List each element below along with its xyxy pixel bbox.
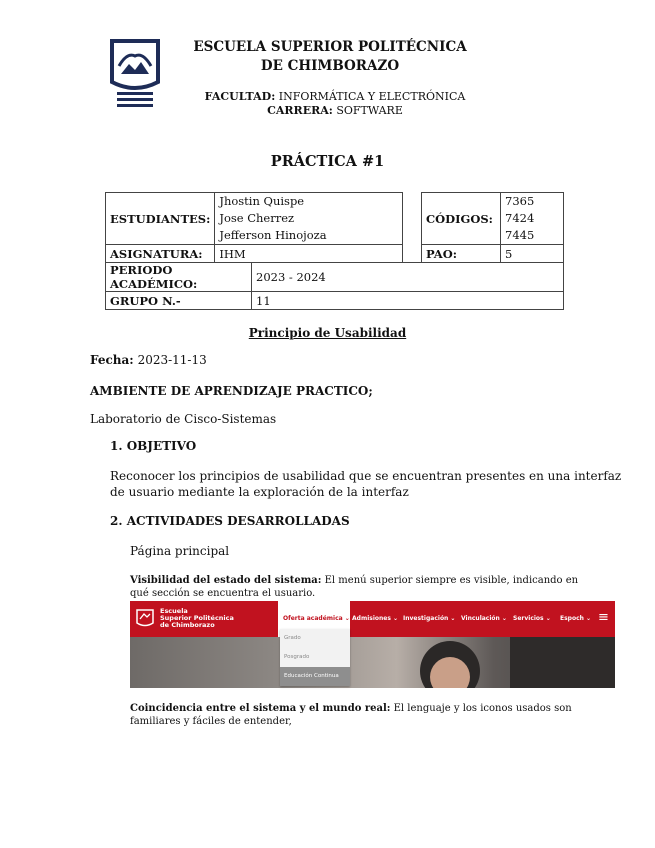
students-table [105, 192, 403, 263]
main-page-label: Página principal [130, 544, 230, 558]
coincidence-paragraph [130, 702, 572, 728]
nav-item-espoch[interactable]: Espoch ⌄ [560, 615, 592, 622]
visibility-paragraph [130, 574, 578, 600]
pao-value: 5 [501, 245, 564, 263]
environment-heading: AMBIENTE DE APRENDIZAJE PRACTICO; [90, 384, 373, 398]
career-value: SOFTWARE [336, 104, 403, 117]
visibility-label: Visibilidad del estado del sistema: [130, 575, 322, 586]
hero-dark-area [510, 637, 615, 688]
date-line [90, 352, 207, 368]
objective-line: Reconocer los principios de usabilidad que se encuentran presentes en una interfaz [110, 469, 622, 483]
activities-heading: 2. ACTIVIDADES DESARROLLADAS [110, 514, 350, 528]
coincidence-text-cont: familiares y fáciles de entender, [130, 716, 292, 727]
website-hero-photo [130, 637, 615, 688]
visibility-text-cont: qué sección se encuentra el usuario. [130, 588, 316, 599]
period-table [105, 262, 564, 310]
faculty-value: INFORMÁTICA Y ELECTRÓNICA [278, 90, 466, 103]
website-navbar [130, 601, 615, 637]
website-dropdown [280, 629, 350, 686]
nav-item-admisiones[interactable]: Admisiones ⌄ [352, 615, 399, 622]
codes-table [421, 192, 564, 263]
nav-item-vinculacion[interactable]: Vinculación ⌄ [461, 615, 507, 622]
espoch-logo [109, 38, 161, 108]
menu-icon[interactable]: ≡ [598, 610, 609, 625]
visibility-text: El menú superior siempre es visible, indicando en [321, 575, 579, 586]
nav-item-servicios[interactable]: Servicios ⌄ [513, 615, 551, 622]
codes-label: CÓDIGOS: [422, 193, 501, 245]
student-name: Jose Cherrez [219, 211, 295, 225]
student-name: Jhostin Quispe [219, 194, 305, 208]
website-logo-text [160, 608, 234, 629]
group-label: GRUPO N.- [106, 292, 252, 310]
pao-label: PAO: [422, 245, 501, 263]
faculty-career [170, 90, 500, 118]
period-value: 2023 - 2024 [252, 263, 564, 292]
faculty-label: FACULTAD: [204, 90, 276, 103]
code-value: 7445 [505, 228, 535, 242]
code-value: 7424 [505, 211, 535, 225]
coincidence-label: Coincidencia entre el sistema y el mundo real: [130, 703, 391, 714]
nav-item-oferta[interactable]: Oferta académica ⌄ [283, 615, 350, 622]
dropdown-item-posgrado[interactable]: Posgrado [284, 654, 310, 660]
group-value: 11 [252, 292, 564, 310]
objective-text [110, 468, 621, 500]
espoch-logo-icon [135, 608, 155, 630]
institution-name: ESCUELA SUPERIOR POLITÉCNICA DE CHIMBORAZO [193, 39, 467, 74]
logo-line: Superior Politécnica [160, 614, 234, 622]
students-label: ESTUDIANTES: [106, 193, 215, 245]
coincidence-text: El lenguaje y los iconos usados son [390, 703, 572, 714]
date-label: Fecha: [90, 353, 134, 367]
dropdown-item-grado[interactable]: Grado [284, 635, 301, 641]
section-title: Principio de Usabilidad [248, 326, 407, 340]
codes-list [501, 193, 564, 245]
date-value: 2023-11-13 [137, 353, 207, 367]
objective-heading: 1. OBJETIVO [110, 439, 197, 453]
environment-text: Laboratorio de Cisco-Sistemas [90, 412, 277, 426]
logo-line: Escuela [160, 607, 188, 615]
subject-value: IHM [215, 245, 403, 263]
period-label: PERIODO ACADÉMICO: [106, 263, 252, 292]
subject-label: ASIGNATURA: [106, 245, 215, 263]
logo-line: de Chimborazo [160, 621, 215, 629]
students-list [215, 193, 403, 245]
objective-line: de usuario mediante la exploración de la interfaz [110, 485, 409, 499]
career-label: CARRERA: [267, 104, 333, 117]
student-name: Jefferson Hinojoza [219, 228, 327, 242]
page-title: PRÁCTICA #1 [270, 153, 385, 170]
code-value: 7365 [505, 194, 535, 208]
nav-item-investigacion[interactable]: Investigación ⌄ [403, 615, 456, 622]
dropdown-item-educacion[interactable]: Educación Continua [280, 667, 350, 686]
